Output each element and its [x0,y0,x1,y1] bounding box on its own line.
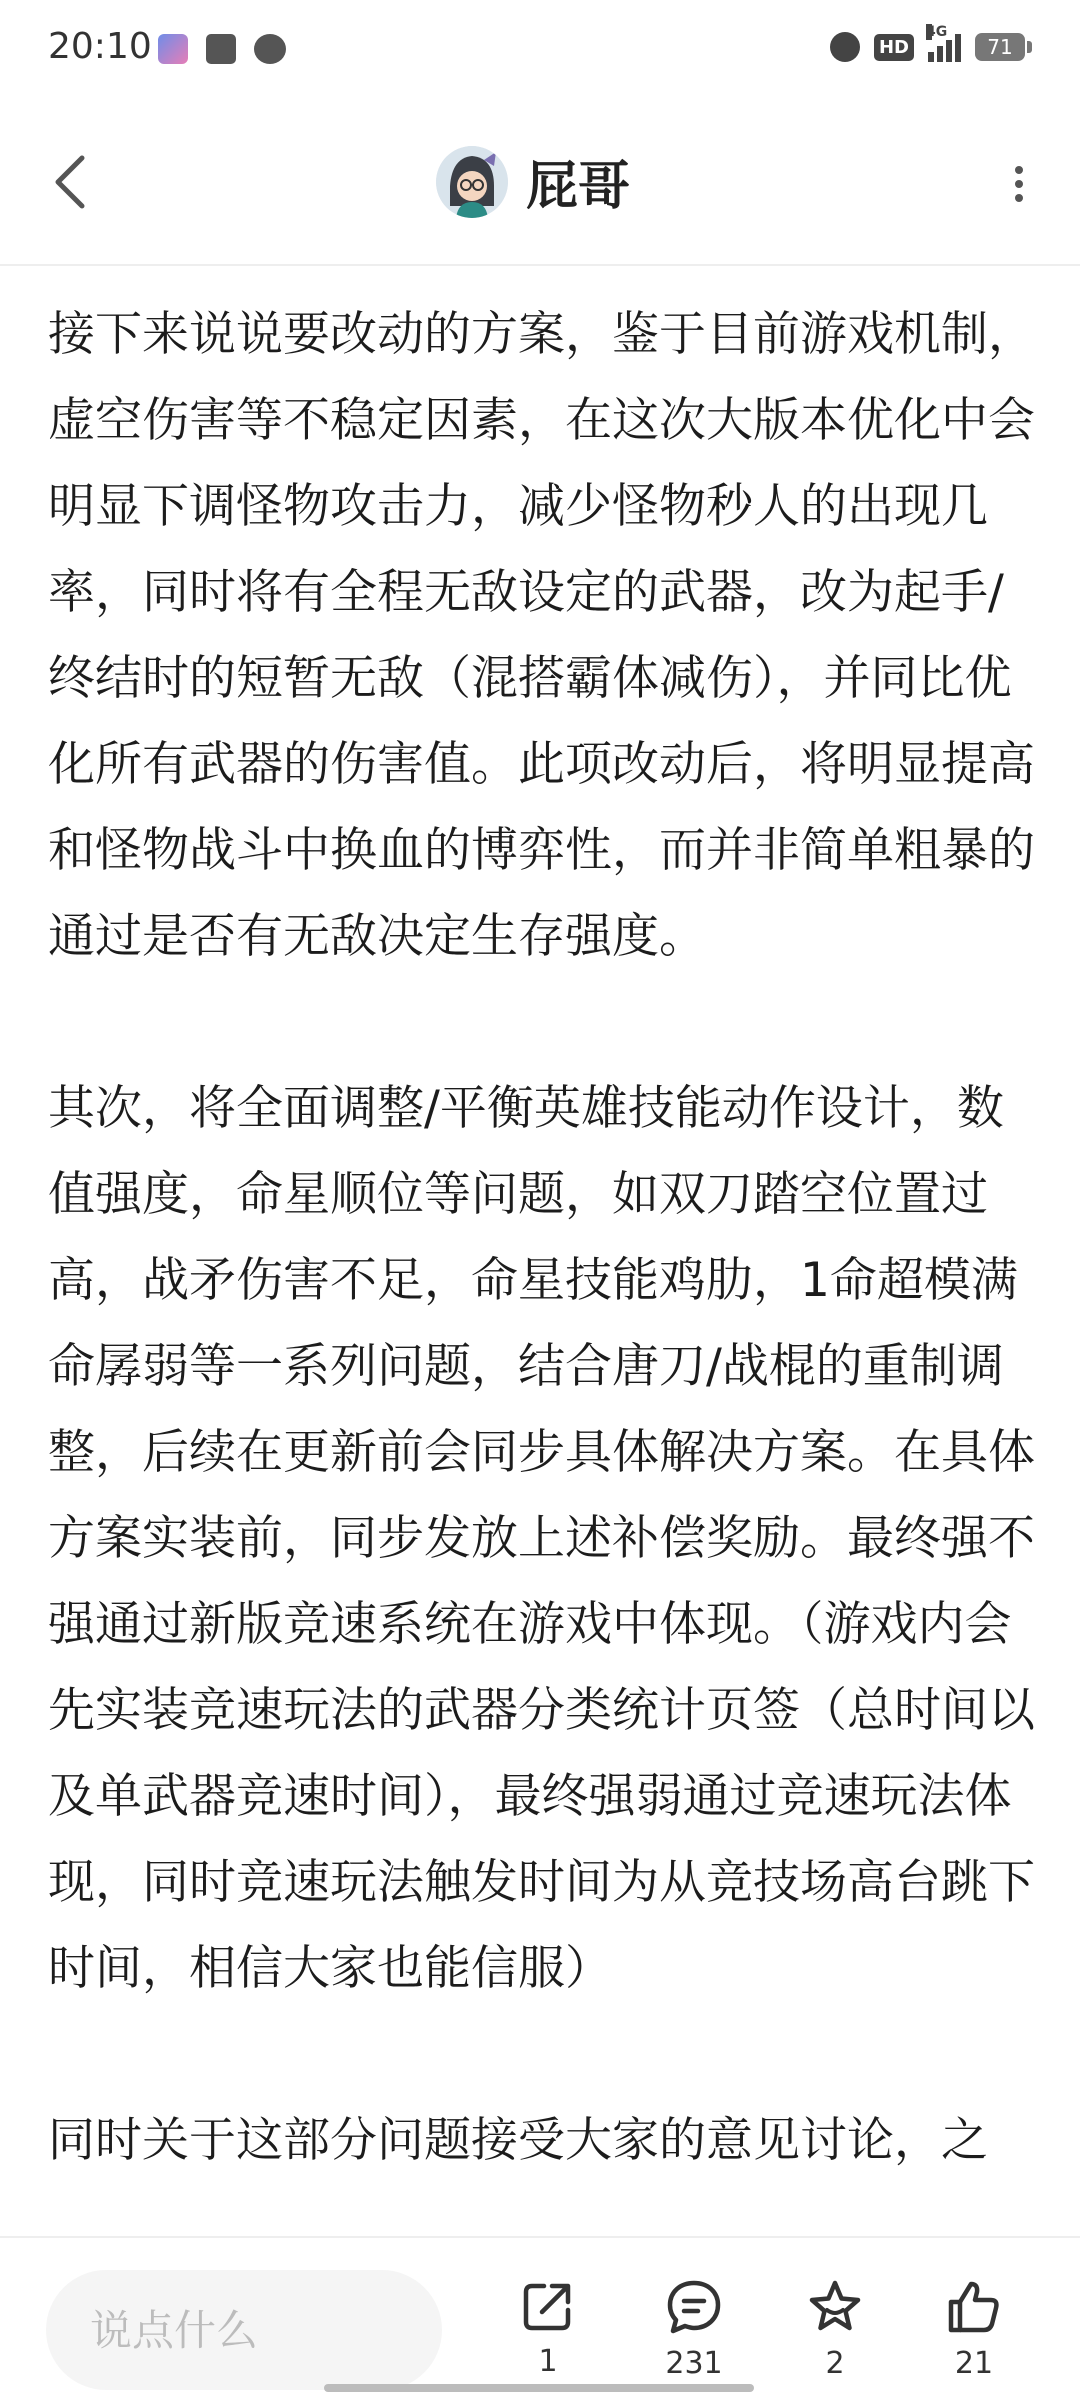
wechat-notification-icon [254,34,286,64]
share-count: 1 [538,2344,558,2379]
favorite-button[interactable] [775,2278,895,2381]
thumbs-up-icon [945,2278,1003,2336]
status-bar [0,0,1080,100]
share-icon [520,2278,576,2334]
comment-icon [665,2278,723,2336]
notification-icons [158,34,286,64]
page-title: 屁哥 [526,157,631,217]
avatar[interactable] [436,146,508,218]
comment-button[interactable] [634,2278,754,2381]
gesture-navigation-handle[interactable] [324,2384,754,2392]
back-arrow-icon [52,154,88,210]
favorite-count: 2 [825,2346,845,2381]
article-paragraph: 同时关于这部分问题接受大家的意见讨论，之 [48,2113,988,2168]
hd-badge: HD [874,34,914,61]
back-button[interactable] [40,152,100,212]
share-button[interactable] [488,2278,608,2379]
more-options-button[interactable] [994,156,1044,212]
page-header [0,100,1080,266]
app-notification-icon [158,34,188,64]
battery-level: 71 [975,33,1025,61]
status-indicators [830,24,1032,62]
alarm-icon [830,32,860,62]
battery-icon [975,33,1032,61]
like-count: 21 [954,2346,994,2381]
bottom-action-bar [0,2236,1080,2402]
article-body [48,292,1040,2184]
like-button[interactable] [914,2278,1034,2381]
star-icon [806,2278,864,2336]
article-paragraph: 其次，将全面调整/平衡英雄技能动作设计，数值强度，命星顺位等问题，如双刀踏空位置过高，战矛伤害不足，命星技能鸡肋，1命超模满命孱弱等一系列问题，结合唐刀/战棍的重制调整，后续在更新前会同步具体解决方案。在具体方案实装前，同步发放上述补偿奖励。最终强不强通过新版竞速系统在游戏中体现。（游戏内会先实装竞速玩法的武器分类统计页签（总时间以及单武器竞速时间），最终强弱通过竞速玩法体现，同时竞速玩法触发时间为从竞技场高台跳下时间，相信大家也能信服） [48,1081,1035,1996]
article-paragraph: 接下来说说要改动的方案，鉴于目前游戏机制，虚空伤害等不稳定因素，在这次大版本优化中会明显下调怪物攻击力，减少怪物秒人的出现几率，同时将有全程无敌设定的武器，改为起手/终结时的短暂无敌（混搭霸体减伤），并同比优化所有武器的伤害值。此项改动后，将明显提高和怪物战斗中换血的博弈性，而并非简单粗暴的通过是否有无敌决定生存强度。 [48,307,1035,964]
network-type: 4G [926,24,948,40]
comment-input[interactable] [46,2270,442,2390]
author-info[interactable] [436,144,630,219]
signal-icon [926,24,961,62]
message-notification-icon [206,34,236,64]
status-time: 20:10 [48,26,152,67]
comment-count: 231 [665,2346,723,2381]
more-vertical-icon [1013,164,1025,204]
